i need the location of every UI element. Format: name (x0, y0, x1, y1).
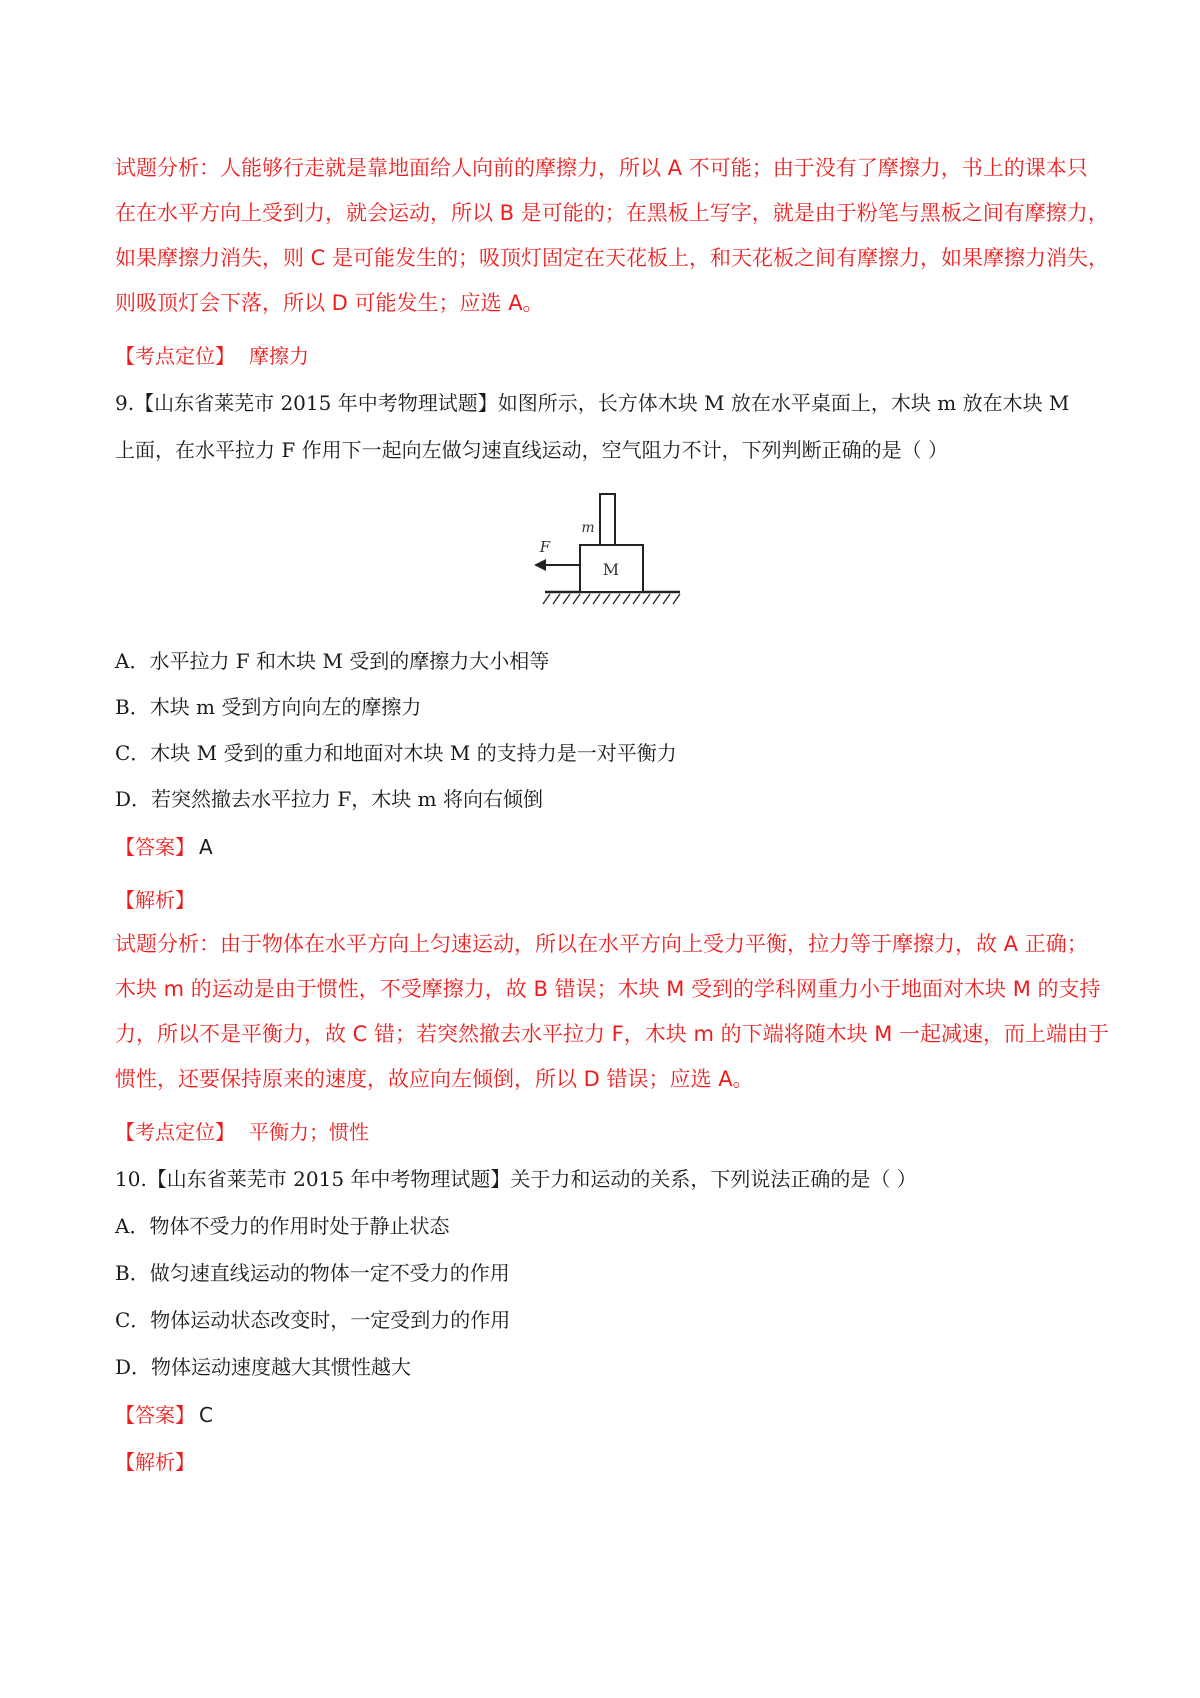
q9-kaodian (115, 1117, 369, 1147)
q9-option-b: B．木块 m 受到方向向左的摩擦力 (115, 695, 422, 719)
q10-option-d: D．物体运动速度越大其惯性越大 (115, 1355, 412, 1379)
q9-analysis-line-1: 试题分析：由于物体在水平方向上匀速运动，所以在水平方向上受力平衡，拉力等于摩擦力，故 A 正确； (115, 932, 1088, 956)
q9-analysis-line-3: 力，所以不是平衡力，故 C 错；若突然撤去水平拉力 F，木块 m 的下端将随木块 M 一起减速，而上端由于 (115, 1022, 1110, 1046)
block-M-label: M (602, 560, 620, 579)
q10-answer (115, 1400, 213, 1430)
prev-analysis-line-1: 试题分析：人能够行走就是靠地面给人向前的摩擦力，所以 A 不可能；由于没有了摩擦力，书上的课本只 (115, 156, 1088, 180)
q9-diagram (520, 480, 700, 630)
prev-analysis-line-2: 在在水平方向上受到力，就会运动，所以 B 是可能的；在黑板上写字，就是由于粉笔与黑板之间有摩擦力， (115, 201, 1109, 225)
answer-label: 【答案】 (115, 1403, 195, 1427)
block-m-label: m (581, 520, 595, 536)
kaodian-value: 摩擦力 (249, 344, 309, 368)
force-label: F (539, 538, 551, 556)
q9-stem-line-1: 9.【山东省莱芜市 2015 年中考物理试题】如图所示，长方体木块 M 放在水平桌面上，木块 m 放在木块 M (115, 391, 1070, 415)
q10-option-a: A．物体不受力的作用时处于静止状态 (115, 1214, 450, 1238)
q10-stem: 10.【山东省莱芜市 2015 年中考物理试题】关于力和运动的关系，下列说法正确的是（ ） (115, 1167, 917, 1191)
q10-option-c: C．物体运动状态改变时，一定受到力的作用 (115, 1308, 511, 1332)
q9-option-c: C．木块 M 受到的重力和地面对木块 M 的支持力是一对平衡力 (115, 741, 677, 765)
q9-option-a: A．水平拉力 F 和木块 M 受到的摩擦力大小相等 (115, 649, 550, 673)
q9-analysis-line-2: 木块 m 的运动是由于惯性，不受摩擦力，故 B 错误；木块 M 受到的学科网重力小于地面对木块 M 的支持 (115, 977, 1101, 1001)
q9-analysis-line-4: 惯性，还要保持原来的速度，故应向左倾倒，所以 D 错误；应选 A。 (115, 1067, 754, 1091)
q9-answer (115, 832, 213, 862)
q9-stem-line-2: 上面，在水平拉力 F 作用下一起向左做匀速直线运动，空气阻力不计，下列判断正确的是（ ） (115, 438, 948, 462)
prev-analysis-line-4: 则吸顶灯会下落，所以 D 可能发生；应选 A。 (115, 291, 544, 315)
kaodian-label: 【考点定位】 (115, 344, 235, 368)
block-m (600, 494, 615, 545)
ground-hatch (543, 594, 680, 604)
q9-option-d: D．若突然撤去水平拉力 F，木块 m 将向右倾倒 (115, 787, 543, 811)
q10-analysis-label: 【解析】 (115, 1450, 195, 1474)
q10-option-b: B．做匀速直线运动的物体一定不受力的作用 (115, 1261, 510, 1285)
prev-analysis-line-3: 如果摩擦力消失，则 C 是可能发生的；吸顶灯固定在天花板上，和天花板之间有摩擦力，如果摩擦力消失， (115, 246, 1110, 270)
answer-value: C (199, 1403, 213, 1427)
kaodian-label: 【考点定位】 (115, 1120, 235, 1144)
q9-analysis-label: 【解析】 (115, 888, 195, 912)
prev-kaodian (115, 341, 309, 371)
kaodian-value: 平衡力；惯性 (249, 1120, 369, 1144)
force-arrow-head (534, 559, 546, 571)
answer-value: A (199, 835, 213, 859)
answer-label: 【答案】 (115, 835, 195, 859)
